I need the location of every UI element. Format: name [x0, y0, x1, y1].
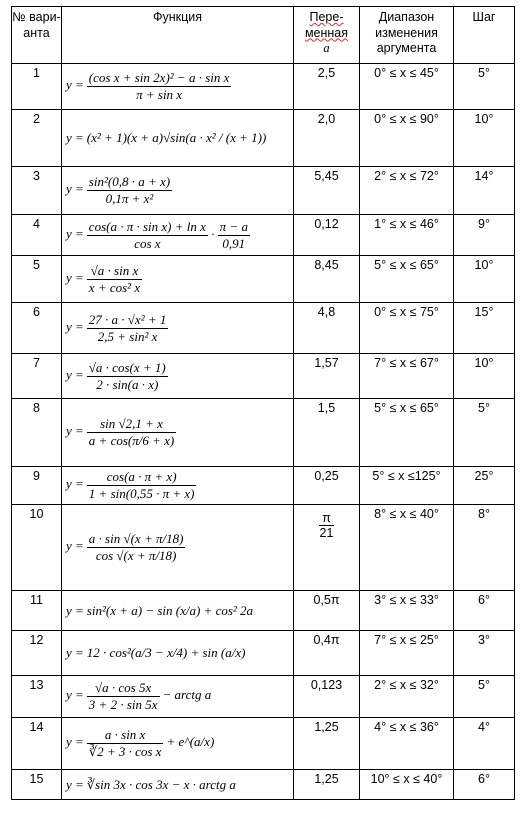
formula-denominator: π + sin x	[136, 87, 183, 102]
argument-range: 0° ≤ x ≤ 90°	[360, 110, 454, 167]
formula-expression: (x² + 1)(x + a)√sin(a · x² / (x + 1))	[86, 130, 267, 145]
step-value: 4°	[454, 718, 515, 770]
formula-lhs: y =	[66, 538, 84, 554]
header-variable-symbol: a	[323, 41, 330, 55]
formula-numerator: sin √2,1 + x	[87, 416, 176, 433]
function-formula	[62, 215, 294, 256]
formula-numerator: a · sin √(x + π/18)	[88, 531, 184, 546]
formula-numerator: (cos x + sin 2x)² − a · sin x	[88, 70, 230, 85]
formula-numerator: a · sin x	[87, 727, 164, 744]
formula-denominator: 0,91	[222, 235, 246, 251]
formula-lhs: y =	[66, 602, 84, 618]
function-formula	[62, 354, 294, 399]
formula-numerator: √a · cos(x + 1)	[88, 359, 166, 375]
formula-denominator: 1 + sin(0,55 · π + x)	[88, 486, 195, 501]
header-variable-label: Пере-менная	[304, 10, 349, 40]
variable-a-value: 1,5	[294, 399, 360, 467]
variable-a-value: 2,0	[294, 110, 360, 167]
formula-expression: 12 · cos²(a/3 − x/4) + sin (a/x)	[86, 645, 246, 660]
variable-a-value: 1,57	[294, 354, 360, 399]
table-row	[12, 631, 515, 676]
table-row	[12, 215, 515, 256]
formula-fraction	[87, 360, 168, 393]
formula-lhs: y =	[66, 734, 84, 750]
variant-number: 8	[12, 399, 62, 467]
formula-fraction	[87, 469, 197, 502]
formula-numerator: √a · sin x	[87, 263, 142, 280]
step-value: 8°	[454, 505, 515, 591]
argument-range: 7° ≤ x ≤ 67°	[360, 354, 454, 399]
step-value: 5°	[454, 64, 515, 110]
step-value: 14°	[454, 167, 515, 215]
formula-denominator: a + cos(π/6 + x)	[88, 433, 175, 448]
variant-number: 9	[12, 467, 62, 505]
argument-range: 2° ≤ x ≤ 32°	[360, 676, 454, 718]
argument-range: 5° ≤ x ≤ 65°	[360, 399, 454, 467]
formula-fraction	[218, 219, 250, 252]
function-formula	[62, 167, 294, 215]
formula-expression: sin²(x + a) − sin (x/a) + cos² 2a	[86, 602, 254, 618]
variable-a-value: 0,123	[294, 676, 360, 718]
formula-denominator: cos x	[134, 235, 161, 251]
step-value: 3°	[454, 631, 515, 676]
variable-a-value: 1,25	[294, 718, 360, 770]
table-row	[12, 467, 515, 505]
formula-lhs: y =	[66, 318, 84, 334]
variant-number: 15	[12, 770, 62, 800]
formula-lhs: y =	[66, 687, 84, 703]
table-row	[12, 64, 515, 110]
formula-operator: ·	[207, 225, 218, 241]
variable-a-value: 8,45	[294, 256, 360, 303]
formula-denominator: cos √(x + π/18)	[95, 548, 177, 563]
function-formula	[62, 303, 294, 354]
table-row	[12, 505, 515, 591]
formula-lhs: y =	[66, 366, 84, 382]
variable-a-value: 0,5π	[294, 591, 360, 631]
formula-fraction	[87, 416, 176, 449]
step-value: 10°	[454, 256, 515, 303]
formula-lhs: y =	[66, 130, 84, 145]
step-value: 10°	[454, 110, 515, 167]
step-value: 5°	[454, 399, 515, 467]
formula-denominator: 2,5 + sin² x	[97, 328, 158, 344]
argument-range: 2° ≤ x ≤ 72°	[360, 167, 454, 215]
function-formula	[62, 64, 294, 110]
argument-range: 8° ≤ x ≤ 40°	[360, 505, 454, 591]
table-row	[12, 718, 515, 770]
step-value: 6°	[454, 770, 515, 800]
formula-lhs: y =	[66, 776, 84, 792]
formula-fraction	[87, 531, 186, 564]
argument-range: 0° ≤ x ≤ 45°	[360, 64, 454, 110]
variable-a-value: 2,5	[294, 64, 360, 110]
variant-number: 4	[12, 215, 62, 256]
argument-range: 5° ≤ x ≤125°	[360, 467, 454, 505]
formula-numerator: √a · cos 5x	[87, 680, 160, 697]
formula-tail: − arctg a	[162, 687, 212, 703]
function-formula	[62, 676, 294, 718]
variant-number: 5	[12, 256, 62, 303]
argument-range: 0° ≤ x ≤ 75°	[360, 303, 454, 354]
variable-a-value: 0,12	[294, 215, 360, 256]
table-row	[12, 167, 515, 215]
formula-lhs: y =	[66, 181, 84, 197]
formula-lhs: y =	[66, 423, 84, 439]
formula-lhs: y =	[66, 225, 84, 241]
variant-number: 3	[12, 167, 62, 215]
variant-number: 12	[12, 631, 62, 676]
function-formula	[62, 467, 294, 505]
formula-denominator: ∛2 + 3 · cos x	[88, 744, 162, 759]
variant-number: 2	[12, 110, 62, 167]
step-value: 9°	[454, 215, 515, 256]
step-value: 5°	[454, 676, 515, 718]
table-row	[12, 303, 515, 354]
header-row	[12, 7, 515, 64]
variant-number: 6	[12, 303, 62, 354]
formula-fraction	[87, 70, 232, 103]
variable-a-value	[294, 505, 360, 591]
header-function: Функция	[62, 7, 294, 64]
table-row	[12, 676, 515, 718]
formula-numerator: sin²(0,8 · a + x)	[88, 174, 171, 189]
variable-a-value: 1,25	[294, 770, 360, 800]
variable-a-value: 4,8	[294, 303, 360, 354]
step-value: 25°	[454, 467, 515, 505]
table-row	[12, 354, 515, 399]
formula-tail: + e^(a/x)	[166, 734, 215, 750]
variants-table	[11, 6, 515, 800]
function-formula	[62, 770, 294, 800]
step-value: 15°	[454, 303, 515, 354]
formula-fraction	[87, 680, 160, 713]
formula-lhs: y =	[66, 476, 84, 492]
formula-numerator: 27 · a · √x² + 1	[88, 311, 167, 327]
formula-denominator: 2 · sin(a · x)	[96, 376, 159, 392]
function-formula	[62, 110, 294, 167]
variable-a-value: 0,25	[294, 467, 360, 505]
table-row	[12, 256, 515, 303]
variant-number: 7	[12, 354, 62, 399]
formula-denominator: x + cos² x	[88, 279, 141, 295]
formula-fraction	[87, 174, 172, 207]
argument-range: 5° ≤ x ≤ 65°	[360, 256, 454, 303]
function-formula	[62, 718, 294, 770]
header-variable	[294, 7, 360, 64]
formula-numerator: cos(a · π + x)	[87, 469, 197, 486]
function-formula	[62, 399, 294, 467]
variant-number: 13	[12, 676, 62, 718]
variant-number: 11	[12, 591, 62, 631]
formula-lhs: y =	[66, 77, 84, 93]
header-range: Диапазон изменения аргумента	[360, 7, 454, 64]
table-row	[12, 591, 515, 631]
table-row	[12, 110, 515, 167]
formula-denominator: 3 + 2 · sin 5x	[88, 697, 158, 712]
table-row	[12, 770, 515, 800]
step-value: 10°	[454, 354, 515, 399]
formula-lhs: y =	[66, 645, 84, 660]
table-row	[12, 399, 515, 467]
formula-expression: ∛sin 3x · cos 3x − x · arctg a	[86, 776, 236, 792]
variable-a-value: 0,4π	[294, 631, 360, 676]
formula-numerator: cos(a · π · sin x) + ln x	[88, 218, 206, 234]
formula-fraction	[87, 219, 208, 252]
variable-a-value: 5,45	[294, 167, 360, 215]
header-step: Шаг	[454, 7, 515, 64]
formula-denominator: 0,1π + x²	[105, 191, 154, 206]
variable-a-numerator: π	[319, 511, 335, 526]
variant-number: 1	[12, 64, 62, 110]
argument-range: 7° ≤ x ≤ 25°	[360, 631, 454, 676]
variable-a-denominator: 21	[319, 526, 334, 540]
function-formula	[62, 631, 294, 676]
variant-number: 14	[12, 718, 62, 770]
formula-fraction	[87, 727, 164, 760]
argument-range: 1° ≤ x ≤ 46°	[360, 215, 454, 256]
step-value: 6°	[454, 591, 515, 631]
formula-fraction	[87, 263, 142, 296]
formula-fraction	[87, 312, 169, 345]
formula-numerator: π − a	[219, 218, 248, 234]
formula-lhs: y =	[66, 269, 84, 285]
argument-range: 10° ≤ x ≤ 40°	[360, 770, 454, 800]
argument-range: 3° ≤ x ≤ 33°	[360, 591, 454, 631]
header-variant: № вари-анта	[12, 7, 62, 64]
function-formula	[62, 256, 294, 303]
variant-number: 10	[12, 505, 62, 591]
function-formula	[62, 591, 294, 631]
function-formula	[62, 505, 294, 591]
argument-range: 4° ≤ x ≤ 36°	[360, 718, 454, 770]
